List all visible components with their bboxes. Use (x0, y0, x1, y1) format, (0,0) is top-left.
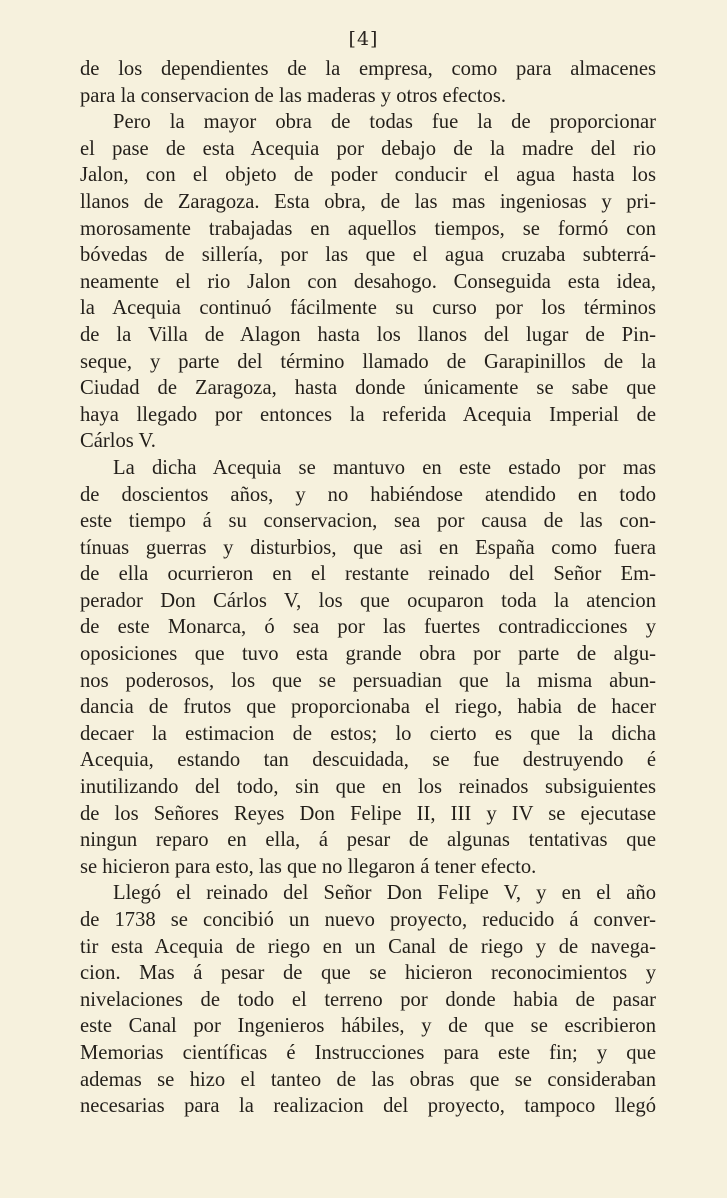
text-line: morosamente trabajadas en aquellos tiempos, se formó con (80, 217, 656, 240)
text-line: de la Villa de Alagon hasta los llanos del lugar de Pin- (80, 323, 656, 346)
text-line: ademas se hizo el tanteo de las obras que se consideraban (80, 1068, 656, 1091)
text-line: de 1738 se concibió un nuevo proyecto, reducido á conver- (80, 909, 656, 931)
paragraph (80, 455, 656, 881)
text-line: necesarias para la realizacion del proyecto, tampoco llegó (80, 1095, 656, 1118)
text-line: bóvedas de sillería, por las que el agua cruzaba subterrá- (80, 244, 656, 267)
text-line: de ella ocurrieron en el restante reinado del Señor Em- (80, 563, 656, 586)
text-line: Pero la mayor obra de todas fue la de proporcionar (113, 111, 656, 134)
text-line: la Acequia continuó fácilmente su curso por los términos (80, 297, 656, 320)
text-line: oposiciones que tuvo esta grande obra por parte de algu- (80, 643, 656, 666)
text-line: ningun reparo en ella, á pesar de algunas tentativas que (80, 829, 656, 852)
text-line: el pase de esta Acequia por debajo de la madre del rio (80, 137, 656, 160)
text-line: perador Don Cárlos V, los que ocuparon toda la atencion (80, 589, 656, 612)
text-line: Cárlos V. (80, 430, 156, 453)
text-line: decaer la estimacion de estos; lo cierto es que la dicha (80, 722, 656, 745)
text-line: dancia de frutos que proporcionaba el riego, habia de hacer (80, 696, 656, 719)
text-line: Memorias científicas é Instrucciones para este fin; y que (80, 1041, 656, 1064)
text-line: seque, y parte del término llamado de Garapinillos de la (80, 350, 656, 373)
text-line: Llegó el reinado del Señor Don Felipe V, y en el año (113, 882, 656, 905)
text-line: de este Monarca, ó sea por las fuertes contradicciones y (80, 616, 656, 639)
text-line: La dicha Acequia se mantuvo en este estado por mas (113, 456, 656, 479)
text-line: llanos de Zaragoza. Esta obra, de las mas ingeniosas y pri- (80, 190, 656, 213)
text-line: haya llegado por entonces la referida Acequia Imperial de (80, 403, 656, 426)
text-line: de los dependientes de la empresa, como para almacenes (80, 58, 656, 80)
text-line: nos poderosos, los que se persuadian que la misma abun- (80, 669, 656, 692)
text-line: nivelaciones de todo el terreno por donde habia de pasar (80, 988, 656, 1011)
text-line: tir esta Acequia de riego en un Canal de riego y de navega- (80, 935, 656, 958)
text-line: inutilizando del todo, sin que en los reinados subsiguientes (80, 776, 656, 799)
text-line: se hicieron para esto, las que no llegaron á tener efecto. (80, 855, 537, 878)
text-line: Acequia, estando tan descuidada, se fue destruyendo é (80, 749, 656, 772)
text-line: neamente el rio Jalon con desahogo. Conseguida esta idea, (80, 270, 656, 293)
text-line: tínuas guerras y disturbios, que asi en España como fuera (80, 536, 656, 559)
paragraph (80, 880, 656, 1119)
text-line: Ciudad de Zaragoza, hasta donde únicamente se sabe que (80, 377, 656, 400)
text-line: este tiempo á su conservacion, sea por causa de las con- (80, 510, 656, 533)
text-line: de doscientos años, y no habiéndose atendido en todo (80, 483, 656, 506)
body-text (80, 56, 656, 1120)
text-line: de los Señores Reyes Don Felipe II, III y IV se ejecutase (80, 802, 656, 825)
paragraph (80, 109, 656, 455)
text-line: Jalon, con el objeto de poder conducir el agua hasta los (80, 164, 656, 187)
text-line: cion. Mas á pesar de que se hicieron reconocimientos y (80, 962, 656, 985)
text-line: para la conservacion de las maderas y otros efectos. (80, 84, 506, 107)
paragraph (80, 56, 656, 109)
page-number: [4] (348, 28, 379, 50)
text-line: este Canal por Ingenieros hábiles, y de que se escribieron (80, 1015, 656, 1038)
